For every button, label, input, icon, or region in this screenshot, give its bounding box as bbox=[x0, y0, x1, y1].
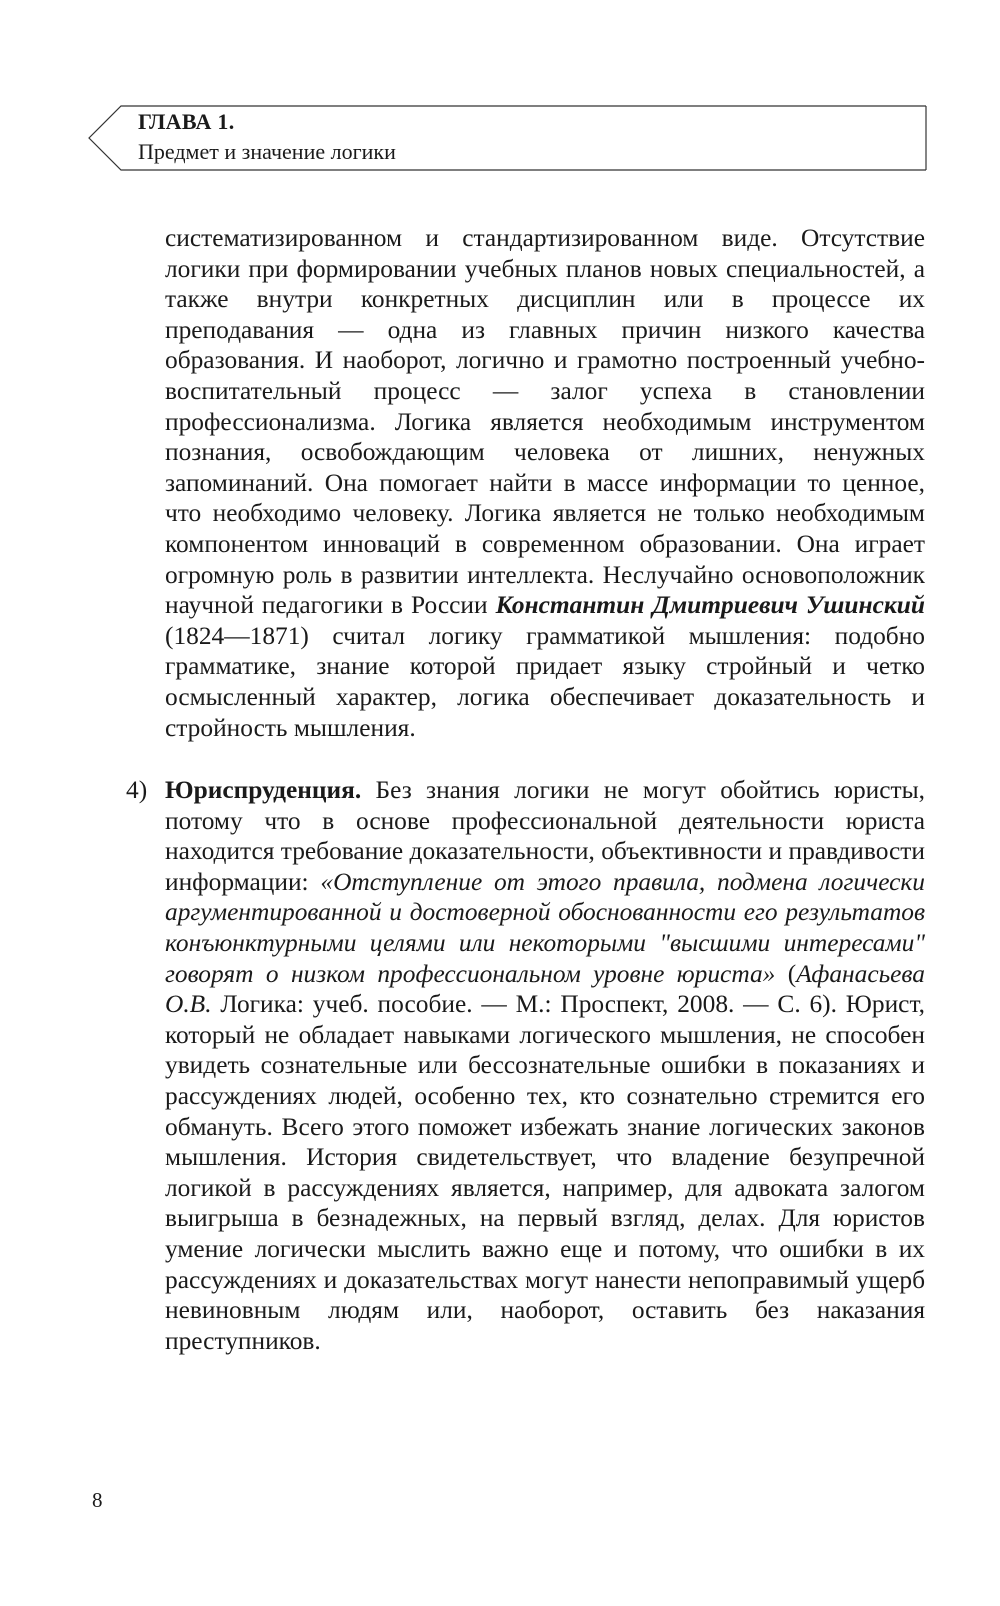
chapter-header bbox=[88, 105, 928, 171]
chapter-label: ГЛАВА 1. bbox=[138, 109, 235, 134]
list-text: Юрист, который не обладает навыками логического мышления, не способен увидеть сознательные или бессознательные ошибки в показаниях и рассуждениях людей, особенно тех, кто сознательно стремится его обмануть. Всего этого поможет избежать знание логических законов мышления. История свидетельствует, что владение безупречной логикой в рассуждениях является, например, для адвоката залогом выигрыша в безнадежных, на первый взгляд, делах. Для юристов умение логически мыслить важно еще и потому, что ошибки в их рассуждениях и доказательствах могут нанести непоправимый ущерб невиновным людям или, наоборот, оставить без наказания преступников. bbox=[165, 990, 925, 1355]
citation-source: Логика: учеб. пособие. — М.: Проспект, 2008. — С. 6). bbox=[211, 990, 837, 1019]
quote-text: «Отступление от этого правила, подмена логически аргументированной и достоверной обоснованности его результатов конъюнктурными целями или некоторыми "высшими интересами" говорят о низком профессиональном уровне юриста» bbox=[165, 867, 925, 988]
person-name: Константин Дмитриевич Ушинский bbox=[495, 591, 925, 620]
page-number: 8 bbox=[92, 1488, 103, 1512]
paragraph-text: (1824—1871) считал логику грамматикой мышления: подобно грамматике, знание которой придает языку стройный и четко осмысленный характер, логика обеспечивает доказательность и стройность мышления. bbox=[165, 621, 925, 742]
paragraph-text: систематизированном и стандартизированном виде. Отсутствие логики при формировании учебных планов новых специальностей, а также внутри конкретных дисциплин или в процессе их преподавания — одна из главных причин низкого качества образования. И наоборот, логично и грамотно построенный учебно-воспитательный процесс — залог успеха в становлении профессионализма. Логика является необходимым инструментом познания, освобождающим человека от лишних, ненужных запоминаний. Она помогает найти в массе информации то ценное, что необходимо человеку. Логика является не только необходимым компонентом инноваций в современном образовании. Она играет огромную роль в развитии интеллекта. Неслучайно основоположник научной педагогики в России bbox=[165, 224, 925, 620]
paragraph-continuation bbox=[165, 223, 925, 743]
list-item-jurisprudence bbox=[126, 775, 925, 1356]
list-marker: 4) bbox=[126, 776, 148, 804]
citation-author: Афанасьева О.В. bbox=[165, 959, 925, 1019]
citation-open: ( bbox=[775, 959, 797, 988]
list-text: Без знания логики не могут обойтись юристы, потому что в основе профессиональной деятельности юриста находится требование доказательности, объективности и правдивости информации: bbox=[165, 776, 925, 896]
list-term: Юриспруденция. bbox=[165, 776, 362, 804]
chapter-title: Предмет и значение логики bbox=[138, 139, 396, 164]
